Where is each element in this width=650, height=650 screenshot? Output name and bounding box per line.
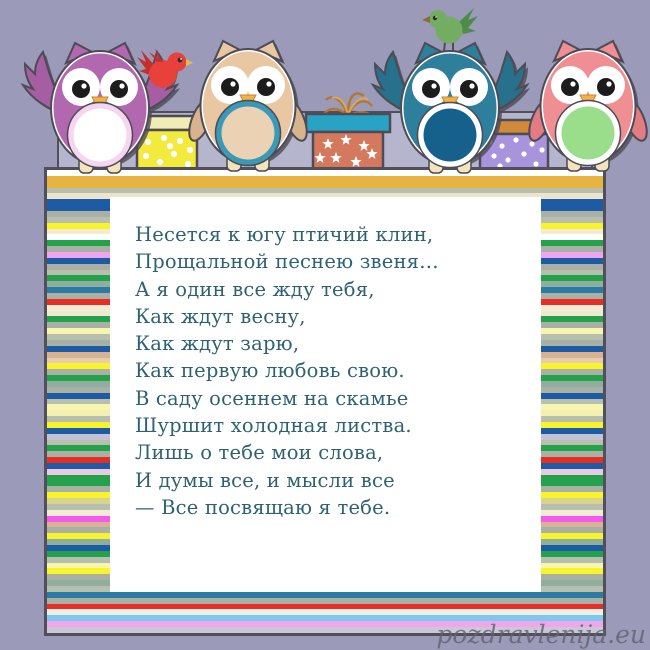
poem-line: В саду осеннем на скамье xyxy=(135,386,409,410)
poem-panel xyxy=(110,197,541,592)
watermark: pozdravlenija.eu xyxy=(436,620,646,649)
poem-line: Как ждут весну, xyxy=(135,304,306,328)
green-bird-graphic xyxy=(417,2,479,52)
poem-line: — Все посвящаю я тебе. xyxy=(135,495,391,519)
poem-line: Как ждут зарю, xyxy=(135,332,300,356)
poem-line: Лишь о тебе мои слова, xyxy=(135,441,384,465)
poem-line: И думы все, и мысли все xyxy=(135,468,395,492)
red-bird-graphic xyxy=(137,40,193,94)
tan-owl-graphic xyxy=(192,40,304,172)
poem-line: Шуршит холодная листва. xyxy=(135,414,412,438)
pink-owl-graphic xyxy=(532,40,644,172)
poem-line: Как первую любовь свою. xyxy=(135,359,405,383)
teal-owl-graphic xyxy=(365,42,535,174)
poem-line: Несется к югу птичий клин, xyxy=(135,223,434,246)
poem-line: Прощальной песнею звеня… xyxy=(135,250,439,274)
poem-line: А я один все жду тебя, xyxy=(135,277,375,301)
poem xyxy=(135,221,531,521)
